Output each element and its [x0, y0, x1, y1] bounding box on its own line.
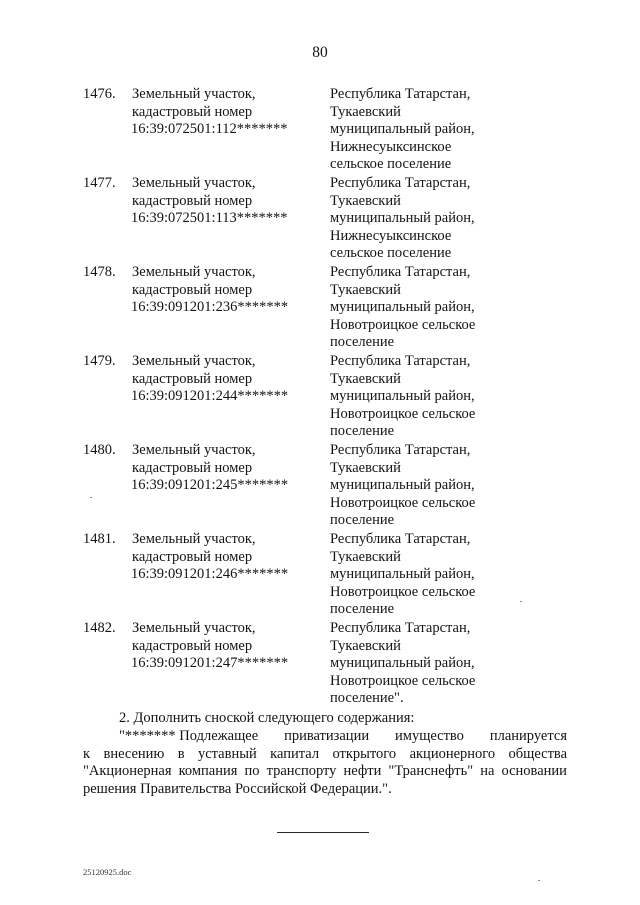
entry-location — [330, 620, 550, 708]
entry-location-line: поселение". — [330, 690, 404, 707]
entry-location-line: Нижнесуыксинское — [330, 138, 452, 155]
footnote-word: основании — [501, 763, 567, 780]
entry-location — [330, 442, 550, 530]
entry-description-line: Земельный участок, — [132, 531, 256, 547]
entry-location-line: Новотроицкое сельское — [330, 494, 476, 511]
footnote-word: "Акционерная — [83, 763, 172, 780]
entry-location-line: Нижнесуыксинское — [330, 227, 452, 244]
entry-description-line: 16:39:072501:113******* — [131, 210, 288, 227]
footnote-word: внесению — [103, 745, 165, 762]
entry-description — [132, 86, 317, 139]
entry-location-line: Тукаевский — [330, 548, 401, 565]
entry-location-line: муниципальный район, — [330, 566, 475, 583]
entry-location-line: муниципальный район, — [330, 299, 475, 316]
entry-description-line: 16:39:091201:245******* — [131, 477, 289, 494]
entry-location-line: муниципальный район, — [330, 655, 475, 672]
entry-description-line: кадастровый номер — [132, 281, 253, 298]
footnote-line-3 — [83, 763, 567, 781]
entry-number: 1480. — [83, 442, 116, 458]
entry-location-line: муниципальный район, — [330, 477, 475, 494]
table-row — [0, 353, 640, 442]
entry-number: 1482. — [83, 620, 116, 636]
entry-location-line: Новотроицкое сельское — [330, 583, 476, 600]
footnote-word: в — [177, 745, 185, 762]
entry-location-line: Новотроицкое сельское — [330, 672, 476, 689]
entry-location-line: муниципальный район, — [330, 121, 475, 138]
entry-description-line: кадастровый номер — [132, 103, 253, 120]
entry-description-line: кадастровый номер — [132, 192, 253, 209]
footnote-word: уставный — [197, 745, 257, 762]
entry-description-line: 16:39:072501:112******* — [131, 121, 288, 138]
entry-location-line: Тукаевский — [330, 370, 401, 387]
entry-location-line: муниципальный район, — [330, 210, 475, 227]
table-row — [0, 175, 640, 264]
entry-location-line: Республика Татарстан, — [330, 442, 471, 458]
entry-number: 1481. — [83, 531, 116, 547]
scan-speck — [90, 497, 92, 498]
entry-description-line: Земельный участок, — [132, 442, 256, 458]
footnote-word: "******* Подлежащее — [119, 727, 259, 744]
entry-description-line: кадастровый номер — [132, 459, 253, 476]
footnote-line-1 — [83, 728, 567, 746]
entry-location-line: сельское поселение — [330, 156, 452, 173]
footnote-word: имущество — [395, 727, 464, 744]
entry-location-line: Новотроицкое сельское — [330, 405, 476, 422]
entry-location-line: сельское поселение — [330, 245, 452, 262]
footnote-line-4: решения Правительства Российской Федерации.". — [83, 781, 392, 798]
entry-description-line: Земельный участок, — [132, 175, 256, 191]
entry-location-line: поселение — [330, 512, 395, 529]
entry-description-line: кадастровый номер — [132, 548, 253, 565]
entry-description — [132, 442, 317, 495]
footnote-word: "Транснефть" — [388, 763, 474, 780]
footnote-word: приватизации — [284, 727, 370, 744]
entry-location — [330, 175, 550, 263]
entry-description — [132, 264, 317, 317]
entry-location-line: Тукаевский — [330, 281, 401, 298]
entry-description-line: Земельный участок, — [132, 620, 256, 636]
scan-speck — [520, 601, 522, 602]
entry-location-line: Тукаевский — [330, 637, 401, 654]
entry-location — [330, 86, 550, 174]
entry-description-line: 16:39:091201:244******* — [131, 388, 289, 405]
entry-location-line: Республика Татарстан, — [330, 86, 471, 102]
footnote-word: планируется — [489, 727, 567, 744]
footnote-word: компания — [178, 763, 238, 780]
entry-number: 1478. — [83, 264, 116, 280]
table-row — [0, 442, 640, 531]
table-row — [0, 531, 640, 620]
footnote-word: транспорту — [266, 763, 337, 780]
footnote-word: акционерного — [409, 745, 496, 762]
entry-location-line: Новотроицкое сельское — [330, 316, 476, 333]
entry-location — [330, 353, 550, 441]
footnote-word: к — [83, 745, 91, 762]
entry-location — [330, 531, 550, 619]
table-row — [0, 86, 640, 175]
entry-description-line: 16:39:091201:246******* — [131, 566, 289, 583]
entry-number: 1477. — [83, 175, 116, 191]
entry-location — [330, 264, 550, 352]
footnote-word: капитал — [270, 745, 320, 762]
entry-description-line: 16:39:091201:236******* — [131, 299, 289, 316]
entry-description-line: Земельный участок, — [132, 264, 256, 280]
entry-location-line: Тукаевский — [330, 459, 401, 476]
entry-location-line: поселение — [330, 423, 395, 440]
entry-number: 1476. — [83, 86, 116, 102]
footnote-word: по — [244, 763, 260, 780]
entry-number: 1479. — [83, 353, 116, 369]
entry-location-line: Республика Татарстан, — [330, 264, 471, 280]
footnote-word: открытого — [332, 745, 397, 762]
footer-filename: 25120925.doc — [83, 867, 132, 877]
entry-description-line: Земельный участок, — [132, 86, 256, 102]
entry-location-line: муниципальный район, — [330, 388, 475, 405]
page-number: 80 — [312, 44, 328, 61]
table-row — [0, 620, 640, 709]
entry-location-line: Республика Татарстан, — [330, 353, 471, 369]
entry-description-line: Земельный участок, — [132, 353, 256, 369]
entries-list — [0, 86, 640, 709]
entry-description — [132, 620, 317, 673]
entry-location-line: Республика Татарстан, — [330, 175, 471, 191]
entry-location-line: поселение — [330, 334, 395, 351]
entry-description — [132, 531, 317, 584]
entry-location-line: Республика Татарстан, — [330, 531, 471, 547]
entry-description-line: кадастровый номер — [132, 637, 253, 654]
entry-location-line: Тукаевский — [330, 103, 401, 120]
entry-description — [132, 353, 317, 406]
entry-location-line: поселение — [330, 601, 395, 618]
scan-speck — [538, 880, 540, 881]
footnote-word: нефти — [343, 763, 382, 780]
footnote-line-2 — [83, 746, 567, 764]
footnote-word: общества — [508, 745, 567, 762]
footnote-word: на — [480, 763, 495, 780]
section-heading: 2. Дополнить сноской следующего содержания: — [119, 710, 415, 726]
entry-description — [132, 175, 317, 228]
entry-description-line: 16:39:091201:247******* — [131, 655, 289, 672]
entry-description-line: кадастровый номер — [132, 370, 253, 387]
entry-location-line: Республика Татарстан, — [330, 620, 471, 636]
table-row — [0, 264, 640, 353]
footnote-section — [83, 710, 567, 799]
entry-location-line: Тукаевский — [330, 192, 401, 209]
separator-rule — [277, 832, 369, 833]
